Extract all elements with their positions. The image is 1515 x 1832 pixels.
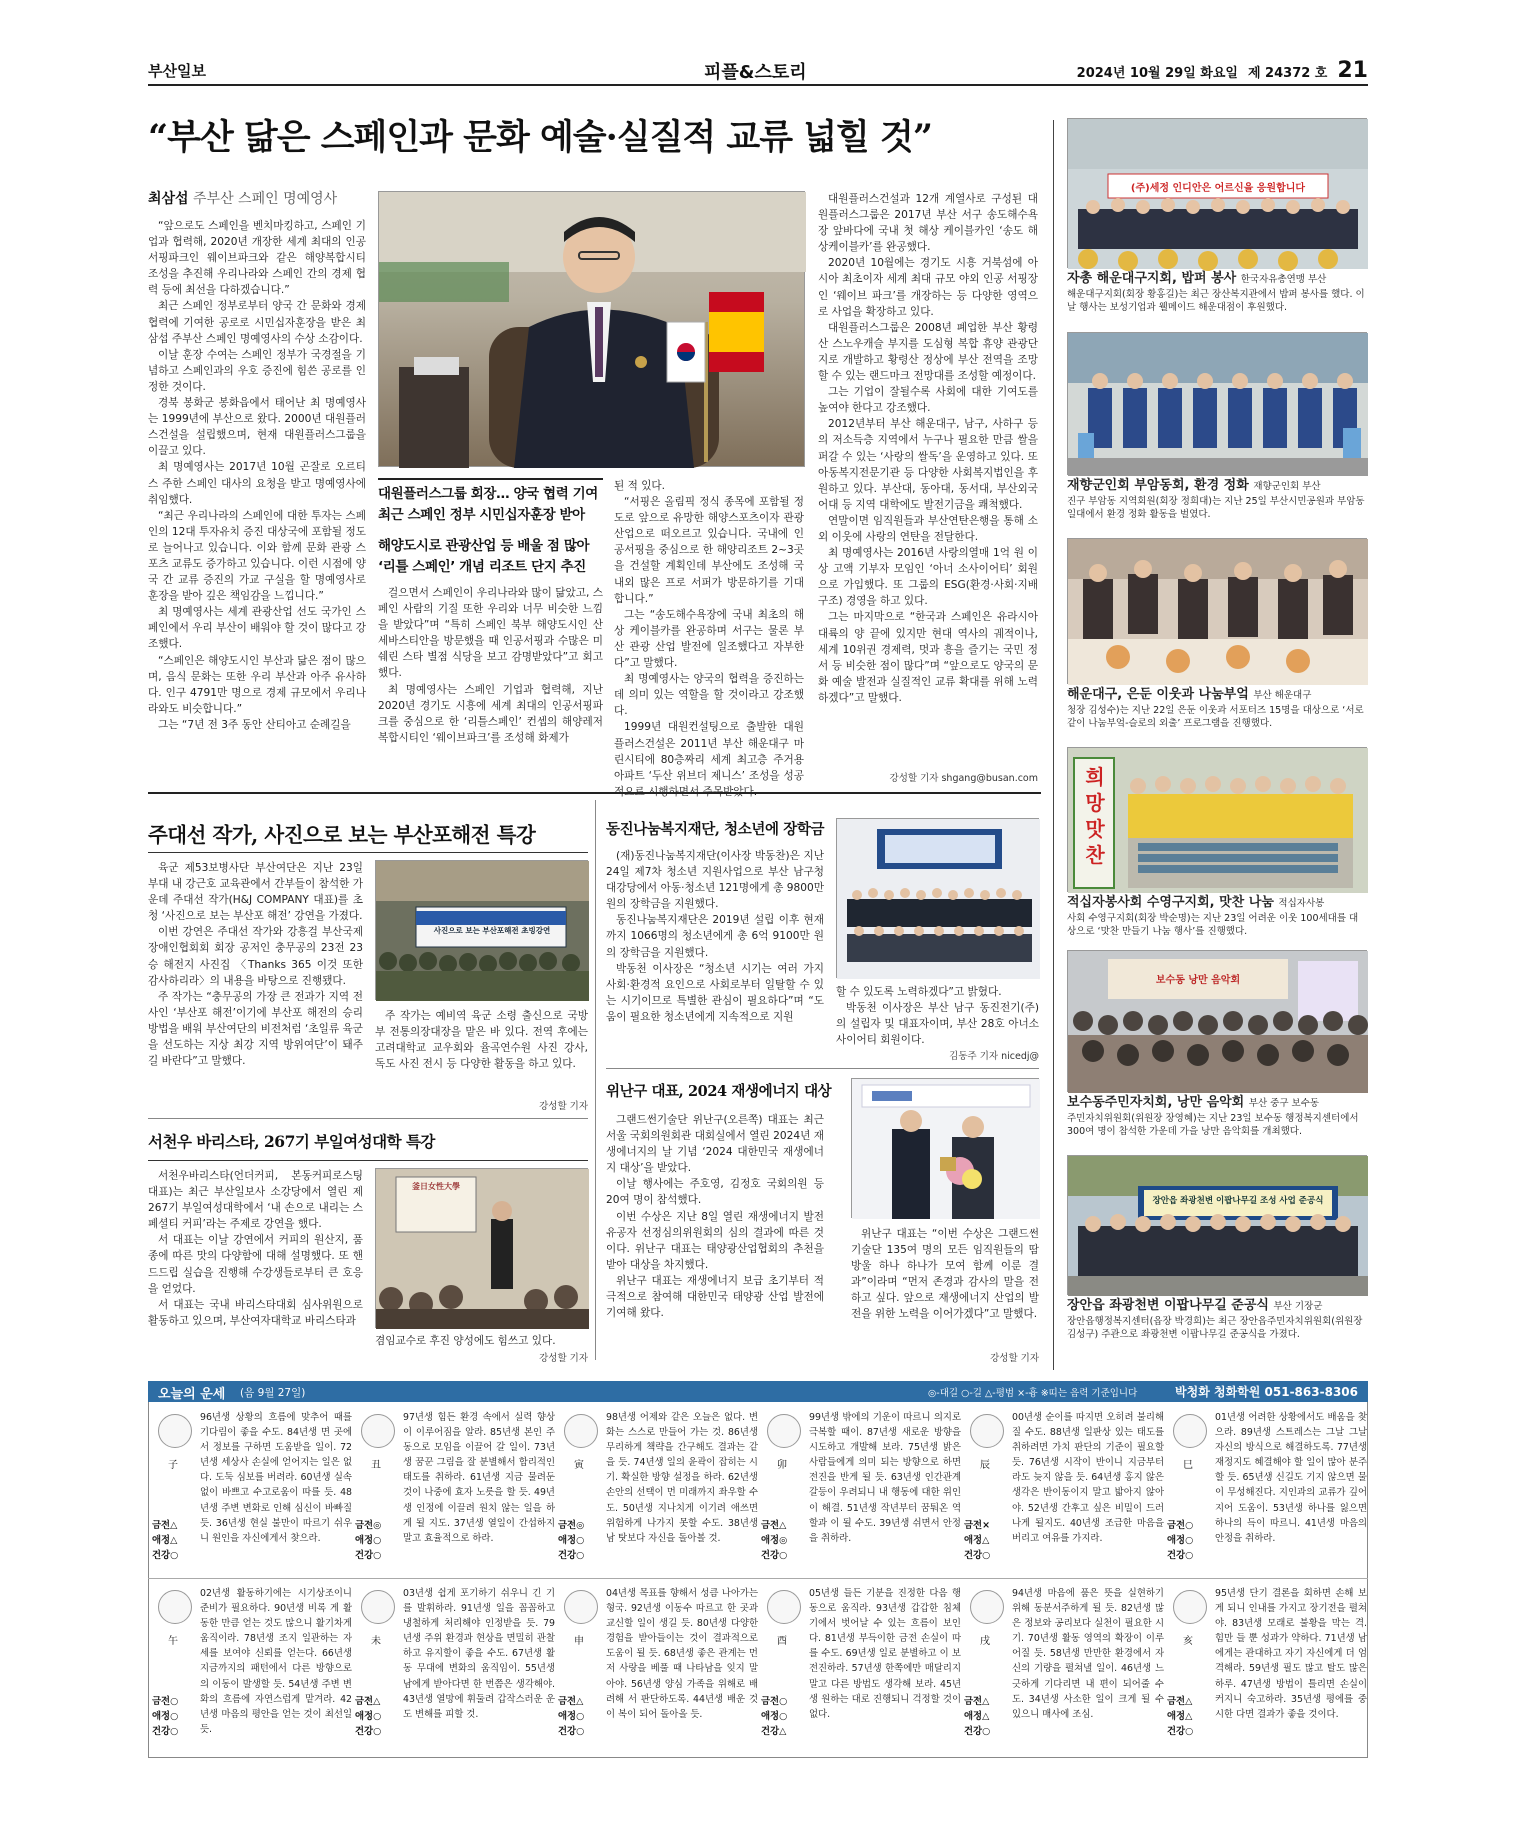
story-d-photo bbox=[851, 1078, 1039, 1218]
story-c-photo bbox=[375, 1168, 588, 1328]
sidebar-caption-4: 적십자봉사회 수영구지회, 맛찬 나눔 적십자사봉 사회 수영구지회(회장 박순명)는 지난 23일 어려운 이웃 100세대를 대상으로 ‘맛찬 만들기 나눔 행사’를 진행했다. bbox=[1067, 896, 1367, 946]
main-subheads: 대원플러스그룹 회장… 양국 협력 기여 최근 스페인 정부 시민십자훈장 받아 해양도시로 관광산업 등 배울 점 많아 ‘리틀 스페인’ 개념 리조트 단지 추진 bbox=[378, 478, 603, 578]
fortune-cell-monkey bbox=[558, 1586, 761, 1744]
story-c-byline: 강성할 기자 bbox=[539, 1353, 588, 1364]
story-d-headline: 위난구 대표, 2024 재생에너지 대상 bbox=[606, 1083, 832, 1100]
portrait-illustration bbox=[379, 192, 806, 468]
fortune-luck: 금전△ 애정○ 건강○ bbox=[558, 1696, 585, 1737]
fortune-luck: 금전△ 애정◎ 건강○ bbox=[761, 1520, 788, 1561]
fortune-row-divider bbox=[148, 1578, 1368, 1579]
story-a-byline: 강성할 기자 bbox=[539, 1101, 588, 1112]
fortune-contact: 박청화 청화학원 051-863-8306 bbox=[1175, 1385, 1358, 1399]
story-c-headline: 서천우 바리스타, 267기 부일여성대학 특강 bbox=[148, 1132, 435, 1151]
story-d-text-left: 그랜드썬기술단 위난구(오른쪽) 대표는 최근 서울 국회의원회관 대회실에서 열린 2024년 재생에너지의 날 기념 ‘2024 대한민국 재생에너지 대상’을 받았다. 이날 행사에는 주호영, 김정호 국회의원 등 20여 명이 참석했다. 이번 수상은 지난 8일 열린 재생에너지 발전 유공자 선정심의위원회의 심의 결과에 따른 것이다. 위난구 대표는 태양광산업협회의 추천을 받아 대상을 차지했다. 위난구 대표는 재생에너지 보급 초기부터 적극적으로 참여해 대한민국 태양광 산업 발전에 기여해 왔다. bbox=[606, 1114, 824, 1320]
story-a-photo bbox=[375, 860, 588, 1000]
story-a-headline: 주대선 작가, 사진으로 보는 부산포해전 특강 bbox=[148, 823, 536, 847]
fortune-luck: 금전△ 애정△ 건강○ bbox=[964, 1696, 991, 1737]
fortune-cell-dog bbox=[964, 1586, 1167, 1744]
story-b-text-left: (재)동진나눔복지재단(이사장 박동찬)은 지난 24일 제7차 청소년 지원사업으로 부산 남구청 대강당에서 아동·청소년 121명에게 총 9800만 원의 장학금을 지원했다. 동진나눔복지재단은 2019년 설립 이후 현재까지 1066명의 청소년에게 총 6억 9100만 원의 장학금을 지원했다. 박동천 이사장은 “청소년 시기는 여러 가지 사회·환경적 요인으로 사회로부터 일탈할 수 있는 시기이므로 특별한 관심이 필요하다”며 “도움이 필요한 청소년에게 지속적으로 지원 bbox=[606, 850, 824, 1023]
sidebar-caption-3: 해운대구, 은둔 이웃과 나눔부엌 부산 해운대구 청장 김성수)는 지난 22일 은둔 이웃과 서포터즈 15명을 대상으로 ‘서로같이 나눔부엌-슬로의 외출’ 프로그램을 진행했다. bbox=[1067, 688, 1367, 743]
volunteer-group-illustration bbox=[1068, 119, 1368, 269]
fortune-luck: 금전○ 애정○ 건강○ bbox=[152, 1696, 179, 1737]
fortune-legend: ◎-대길 ○-길 △-평범 ×-흉 ※띠는 음력 기준입니다 bbox=[928, 1388, 1138, 1399]
section-title: 피플&스토리 bbox=[704, 62, 807, 83]
fortune-date: (음 9월 27일) bbox=[240, 1387, 306, 1399]
fortune-luck: 금전◎ 애정○ 건강○ bbox=[355, 1520, 382, 1561]
column-divider bbox=[595, 800, 596, 1360]
ox-icon bbox=[361, 1414, 395, 1448]
sidebar-title-2: 재향군인회 부암동회, 환경 정화 재향군인회 부산 bbox=[1067, 478, 1321, 493]
fortune-luck: 금전△ 애정△ 건강○ bbox=[152, 1520, 179, 1561]
fortune-luck: 금전○ 애정○ 건강○ bbox=[1167, 1520, 1194, 1561]
story-d-text-right: 위난구 대표는 “이번 수상은 그랜드썬기술단 135여 명의 모든 임직원들의 땀방울 하나 하나가 모여 함께 이룬 결과”이라며 “먼저 존경과 감사의 말을 전하고 싶다. 앞으로 재생에너지 산업의 발전을 위한 노력을 이어가겠다”고 말했다. bbox=[851, 1228, 1039, 1321]
main-column-3: 된 적 있다. “서핑은 올림픽 정식 종목에 포함될 정도로 앞으로 유망한 해양스포츠이자 관광산업으로 떠오르고 있습니다. 국내에 인공서핑을 중심으로 한 해양리조트 2~3곳을 건설할 계획인데 부산에도 조성해 국내외 많은 프로 서퍼가 방문하기를 기대합니다.” 그는 “송도해수욕장에 국내 최초의 해상 케이블카를 완공하며 서구는 물론 부산 관광 산업 발전에 일조했다고 자부한다”고 말했다. 최 명예영사는 양국의 협력을 증진하는 데 의미 있는 역할을 할 것이라고 강조했다. 1999년 대원컨설팅으로 출발한 대원플러스건설은 2011년 부산 해운대구 마린시티에 80층짜리 세계 최고층 주거용 아파트 ‘두산 위브더 제니스’ 조성을 성공 bbox=[614, 480, 804, 782]
zodiac-sign: 寅 bbox=[574, 1460, 584, 1471]
zodiac-sign: 卯 bbox=[777, 1460, 787, 1471]
fortune-text: 00년생 순이를 따지면 오히려 불리해질 수도. 88년생 일판상 있는 태도를 취하려면 가치 판단의 기준이 필요할 듯. 76년생 시작이 반이니 지금부터라도 늦지 않을 듯. 64년생 홍지 않은 생각은 반이동이지 말고 밟아지 않아야. 52년생 간후고 싶은 비밀이 드러나게 될지도. 40년생 조급한 마음을 버리고 여유를 가지라. bbox=[1012, 1412, 1164, 1544]
horse-icon bbox=[158, 1590, 192, 1624]
section-divider bbox=[148, 792, 1041, 794]
fortune-text: 97년생 힘든 환경 속에서 실력 향상이 이루어짐을 알라. 85년생 본인 주동으로 모임을 이끌어 갈 일이. 73년생 꿈꾼 그림을 잘 분별해서 합리적인 태도를 취하라. 61년생 지금 물려둔 것이 나중에 효자 노릇을 할 듯. 49년생 인정에 이끌려 원치 않는 일을 하게 될 지도. 37년생 열일이 간섭하지 말고 효율적으로 하라. bbox=[403, 1412, 555, 1544]
story-b-byline: 김동주 기자 nicedj@ bbox=[949, 1051, 1039, 1062]
sidebar-caption-5: 보수동주민자치회, 낭만 음악회 부산 중구 보수동 주민자치위원회(위원장 장영혜)는 지난 23일 보수동 행정복지센터에서 300여 명이 참석한 가운데 가을 낭만 음악회를 개최했다. bbox=[1067, 1096, 1367, 1151]
sidebar-photo-1 bbox=[1067, 118, 1367, 268]
fortune-luck: 금전△ 애정○ 건강○ bbox=[355, 1696, 382, 1737]
snake-icon bbox=[1173, 1414, 1207, 1448]
rabbit-icon bbox=[767, 1414, 801, 1448]
zodiac-sign: 午 bbox=[168, 1636, 178, 1647]
story-d-top-rule bbox=[606, 1068, 1039, 1069]
fortune-luck: 금전○ 애정○ 건강△ bbox=[761, 1696, 788, 1737]
fortune-text: 94년생 마음에 품은 뜻을 실현하기 위해 동분서주하게 될 듯. 82년생 많은 정보와 공리보다 실천이 필요한 시기. 70년생 활동 영역의 확장이 이루어질 듯. 58년생 만만한 환경에서 자신의 기량을 펼쳐낼 일이. 46년생 느긋하게 기다리면 내 편이 되어줄 수도. 34년생 사소한 일이 크게 될 수 있으니 매사에 조심. bbox=[1012, 1588, 1164, 1720]
fortune-text: 05년생 들든 기분을 진정한 다음 행동으로 움직라. 93년생 갑갑한 침체기에서 벗어날 수 있는 흐름이 보인다. 81년생 부득이한 금전 손실이 따를 수도. 69년생 일로 분별하고 이 보 전진하라. 57년생 한쪽에만 매달리지 말고 다른 방법도 생각해 보라. 45년생 원하는 대로 진행되니 걱정할 것이 없다. bbox=[809, 1588, 961, 1720]
tiger-icon bbox=[564, 1414, 598, 1448]
coffee-lecture-illustration bbox=[376, 1169, 589, 1329]
sidebar-caption-1: 자총 해운대구지회, 밥퍼 봉사 한국자유총연맹 부산 해운대구지회(회장 황홍길)는 최근 장산복지관에서 밥퍼 봉사를 했다. 이날 행사는 보성기업과 웰메이드 해운대점이 후원했다. bbox=[1067, 272, 1367, 327]
fortune-cell-ox bbox=[355, 1410, 558, 1568]
zodiac-sign: 丑 bbox=[371, 1460, 381, 1471]
rooster-icon bbox=[767, 1590, 801, 1624]
sidebar-photo-6 bbox=[1067, 1155, 1367, 1295]
zodiac-sign: 戌 bbox=[980, 1636, 990, 1647]
fortune-cell-pig bbox=[1167, 1586, 1370, 1744]
fortune-luck: 금전× 애정△ 건강○ bbox=[964, 1520, 991, 1561]
fortune-cell-tiger bbox=[558, 1410, 761, 1568]
sidebar-photo-3 bbox=[1067, 538, 1367, 684]
fortune-cell-rabbit bbox=[761, 1410, 964, 1568]
sidebar-photo-2 bbox=[1067, 332, 1367, 475]
fortune-text: 96년생 상황의 흐름에 맞추어 때를 기다림이 좋을 수도. 84년생 면 곳에서 정보를 구하면 도움받을 일이. 72년생 세상사 손실에 얻어지는 일은 없다. 도둑 심보를 버려라. 60년생 실속 없이 바쁘고 수고로움이 따를 듯. 48년생 주변 변화로 인해 심신이 바빠질 듯. 36년생 현실 불만이 따르기 쉬우니 원인을 자신에게서 찾으라. bbox=[200, 1412, 352, 1544]
zodiac-sign: 巳 bbox=[1183, 1460, 1193, 1471]
story-c-rule bbox=[148, 1160, 588, 1161]
story-a-banner: 사진으로 보는 부산포해전 초빙강연 bbox=[433, 926, 551, 935]
sidebar-banner-5: 보수동 낭만 음악회 bbox=[1155, 975, 1241, 986]
issue-date: 2024년 10월 29일 화요일 bbox=[1076, 66, 1238, 81]
fortune-title: 오늘의 운세 bbox=[158, 1387, 226, 1402]
main-column-2: 걸으면서 스페인이 우리나라와 많이 닮았고, 스페인 사람의 기질 또한 우리와 너무 비슷한 느낌을 받았다”며 “특히 스페인 북부 해양도시인 산세바스티안을 방문했을 때 인공서핑과 수많은 미쉐린 스타 별점 식당을 보고 감명받았다”고 회고했다. 최 명예영사는 스페인 기업과 협력해, 지난 2020년 경기도 시흥에 세계 최대의 인공서핑파크를 중심으로 한 ‘리틀스페인’ 컨셉의 해양레저복합시티인 ‘웨이브파크’를 조성해 화제가 bbox=[378, 587, 603, 744]
sheep-icon bbox=[361, 1590, 395, 1624]
monkey-icon bbox=[564, 1590, 598, 1624]
story-a-rule bbox=[148, 852, 588, 853]
story-c-text-right: 겸임교수로 후진 양성에도 힘쓰고 있다. bbox=[375, 1335, 556, 1347]
fortune-luck: 금전△ 애정△ 건강○ bbox=[1167, 1696, 1194, 1737]
main-column-4: 대원플러스건설과 12개 계열사로 구성된 대원플러스그룹은 2017년 부산 서구 송도해수욕장 앞바다에 국내 첫 해상 케이블카인 ‘송도 해상케이블카’를 완공했다. 2020년 10월에는 경기도 시흥 거북섬에 아시아 최초이자 세계 최대 규모 야외 인공 서핑장인 ‘웨이브 파크’를 개장하는 등 다양한 영역으로 사업을 확장하고 있다. 대원플러스그룹은 2008년 폐업한 부산 황령산 스노우캐슬 부지를 도심형 복합 휴양 관광단지로 개발하고 황령산 정상에 부산 전역을 조망할 수 있는 랜드마크 전망대를 조성할 예정이다. 그는 기업이 잘될수록 사회에 대한 기여도를 높여야 한다고 강조했다. 2012년부터 부산 해운대구, 남구, 사하구 등의 저소득층 지역에서 누구나 필요한 만큼 쌀을 퍼갈 수 있는 ‘사랑의 쌀독’을 운영하고 있다. 또 아동복지전문기관 등 다양한 사회복지법인을 후원하고 있다. 부산대, 동아대, 동서대, 부산외국어대 등 지역 대학에도 발전기금을 쾌척했다. 연말이면 임직원들과 부산연탄은행을 통해 소외 이웃에 사랑의 연탄을 전달한다. 최 명예영사는 2016년 사랑의열매 1억 원 이상 고액 기부자 모임인 ‘아너 소사이어티’ 회원으로 가입했다. 또 그룹의 ESG(환경·사회·지배구조) 경영을 하고 있다. 그는 마지막으로 “한국과 스페인은 유라시아 대륙의 양 끝에 있지만 현대 역사의 궤적이나, 세계 10위권 경제력, 멋과 흥을 즐기는 국민 정서 등 비슷한 점이 많다”며 “앞으로도 양국의 문화 예술 발전과 실질적인 교류 확대를 위해 노력하겠다”고 말했다. bbox=[818, 193, 1038, 704]
story-a-text-right: 주 작가는 예비역 육군 소령 출신으로 국방부 전통의장대장을 맡은 바 있다. 전역 후에는 고려대학교 교우회와 율곡연수원 사진 강사, 독도 사진 전시 등 다양한 활동을 하고 있다. bbox=[375, 1010, 588, 1071]
fortune-text: 99년생 밖에의 기운이 따르니 의지로 극복할 때이. 87년생 새로운 방향을 시도하고 개발해 보라. 75년생 밝은 사람들에게 의미 되는 방향으로 하면 전진을 반게 될 듯. 63년생 인간관계 갈등이 우려되니 내 행동에 대한 위인이 해결. 51년생 작년부터 꿈퉈온 역할과 이 될 수도. 39년생 쉬면서 안정을 취하라. bbox=[809, 1412, 961, 1544]
fortune-text: 98년생 어제와 같은 오늘은 없다. 변화는 스스로 만들어 가는 것. 86년생 무리하게 책략을 간구해도 결과는 같을 듯. 74년생 일의 윤곽이 잡히는 시기. 확실한 방향 설정을 하라. 62년생 손안의 선택이 먼 미래까지 좌우할 수도. 50년생 지나치게 이기려 애쓰면 위험하게 나가지 못할 수도. 38년생 남 탓보다 자신을 돌아볼 것. bbox=[606, 1412, 758, 1544]
zodiac-sign: 未 bbox=[371, 1636, 381, 1647]
main-author bbox=[148, 188, 337, 208]
sidebar-photo-5 bbox=[1067, 950, 1367, 1092]
dog-icon bbox=[970, 1590, 1004, 1624]
fortune-cell-snake bbox=[1167, 1410, 1370, 1568]
sidebar-title-1: 자총 해운대구지회, 밥퍼 봉사 한국자유총연맹 부산 bbox=[1067, 271, 1327, 286]
fortune-text: 04년생 목표를 향해서 성큼 나아가는 형국. 92년생 이동수 따르고 한 곳과 교신할 일이 생길 듯. 80년생 다양한 경험을 받아들이는 것이 결과적으로 도움이 될 듯. 68년생 좋은 관계는 먼저 사랑을 베풀 때 나타남을 잊지 말아야. 56년생 양심 가족을 위해로 배려해 서 판단하도록. 44년생 배운 것이 복이 되어 돌아올 듯. bbox=[606, 1588, 758, 1720]
rat-icon bbox=[158, 1414, 192, 1448]
main-headline: “부산 닮은 스페인과 문화 예술·실질적 교류 넓힐 것” bbox=[148, 117, 932, 158]
story-b-photo bbox=[836, 818, 1039, 978]
food-sharing-illustration bbox=[1068, 748, 1368, 893]
sidebar-banner-4: 희망 맛찬 bbox=[1085, 765, 1105, 867]
fortune-header bbox=[148, 1381, 1368, 1402]
zodiac-sign: 辰 bbox=[980, 1460, 990, 1471]
sidebar-banner-1: (주)세정 인디안은 어르신을 응원합니다 bbox=[1130, 183, 1306, 194]
sidebar-caption-2: 재향군인회 부암동회, 환경 정화 재향군인회 부산 진구 부암동 지역회원(회장 정희대)는 지난 25일 부산시민공원과 부암동 일대에서 환경 정화 활동을 벌였다. bbox=[1067, 479, 1367, 534]
fortune-cell-dragon bbox=[964, 1410, 1167, 1568]
award-ceremony-illustration bbox=[852, 1079, 1040, 1219]
page-number: 21 bbox=[1337, 58, 1368, 83]
story-c-text-left: 서천우바리스타(언더커피, 본동커피로스팅 대표)는 최근 부산일보사 소강당에서 열린 제267기 부일여성대학에서 ‘내 손으로 내리는 스페셜티 커피’라는 주제로 강연을 했다. 서 대표는 이날 강연에서 커피의 원산지, 품종에 따른 맛의 다양함에 대해 설명했다. 또 핸드드립 실습을 진행해 수강생들로부터 큰 호응을 얻었다. 서 대표는 국내 바리스타대회 심사위원으로 활동하고 있으며, 부산여자대학교 바리스타과 bbox=[148, 1170, 363, 1327]
cleanup-group-illustration bbox=[1068, 333, 1368, 476]
sidebar-divider bbox=[1053, 120, 1054, 1370]
sidebar-title-6: 장안읍 좌광천변 이팝나무길 준공식 부산 기장군 bbox=[1067, 1298, 1323, 1313]
newspaper-name: 부산일보 bbox=[148, 62, 206, 80]
fortune-luck: 금전◎ 애정○ 건강○ bbox=[558, 1520, 585, 1561]
fortune-cell-horse bbox=[152, 1586, 355, 1744]
sidebar-title-4: 적십자봉사회 수영구지회, 맛찬 나눔 적십자사봉 bbox=[1067, 895, 1325, 910]
fortune-cell-rooster bbox=[761, 1586, 964, 1744]
story-b-headline: 동진나눔복지재단, 청소년에 장학금 bbox=[606, 821, 825, 838]
story-c-banner: 釜日女性大學 bbox=[412, 1182, 460, 1191]
sidebar-banner-6: 장안읍 좌광천변 이팝나무길 조성 사업 준공식 bbox=[1152, 1196, 1324, 1206]
story-c-top-rule bbox=[148, 1118, 588, 1119]
zodiac-sign: 亥 bbox=[1183, 1636, 1193, 1647]
fortune-cell-sheep bbox=[355, 1586, 558, 1744]
story-a-text-left: 육군 제53보병사단 부산여단은 지난 23일 부대 내 강근호 교육관에서 간부들이 참석한 가운데 주대선 작가(H&J COMPANY 대표)를 초청 ‘사진으로 보는 부산포 해전’ 강연을 가졌다. 이번 강연은 주대선 작가와 강흥걸 부산국제장애인협회회 회장 공저인 충무공의 23전 23승 해전지 사진집 〈Thanks 365 이것 또한 감사하리라〉의 내용을 바탕으로 진행됐다. 주 작가는 “충무공의 가장 큰 전과가 지역 전사인 ‘부산포 해전’이기에 부산포 해전의 승리 방법을 배워 부산여단의 비전처럼 ‘초일류 육군을 선도하는 지상 최강 지역 방위여단’이 돼주길 바란다”고 말했다. bbox=[148, 862, 363, 1068]
sidebar-caption-6: 장안읍 좌광천변 이팝나무길 준공식 부산 기장군 장안읍행정복지센터(읍장 박경희)는 최근 장안읍주민자치위원회(위원장 김성구) 주관으로 좌광천변 이팝나무길 준공식을 가졌다. bbox=[1067, 1299, 1367, 1354]
author-name: 최삼섭 bbox=[148, 191, 189, 207]
dragon-icon bbox=[970, 1414, 1004, 1448]
issue-info bbox=[1077, 58, 1368, 83]
main-photo bbox=[378, 191, 805, 467]
fortune-cell-rat bbox=[152, 1410, 355, 1568]
zodiac-sign: 申 bbox=[574, 1636, 584, 1647]
main-byline: 강성할 기자 shgang@busan.com bbox=[889, 773, 1038, 784]
main-column-1: “앞으로도 스페인을 벤치마킹하고, 스페인 기업과 협력해, 2020년 개장한 세계 최대의 인공서핑파크인 웨이브파크와 같은 해양복합시티 조성을 추진해 우리나라와 스페인 간의 경제 협력 등에 최선을 다하겠습니다.” 최근 스페인 정부로부터 양국 간 문화와 경제 협력에 기여한 공로로 시민십자훈장을 받은 최삼섭 주부산 스페인 명예영사의 수상 소감이다. 이날 훈장 수여는 스페인 정부가 국경절을 기념하고 스페인과의 우호 증진에 힘쓴 공로를 인정한 것이다. 경북 봉화군 봉화읍에서 태어난 최 명예영사는 1999년에 부산으로 왔다. 2000년 대원플러스건설을 설립했으며, 현재 대원플러스그룹을 이끌고 있다. 최 명예영사는 2017년 10월 곤잘로 오르티스 주한 스페인 대사의 요청을 받고 명예영사에 취임했다. “최근 우리나라의 스페인에 대한 투자는 스페인의 12대 투자유치 증진 대상국에 포함될 정도로 늘어나고 있습니다. 이와 함께 문화 관광 스포츠 교류도 증가하고 있습니다. 이런 시점에 양국 간 교류 증진의 가교 구실을 할 명예영사로 훈장을 받아 깊은 책임감을 느낍니다.” 최 명예영사는 세계 관광산업 선도 국가인 스페인에서 우리 부산이 배워야 할 것이 많다고 강조했다. “스페인은 해양도시인 부산과 닮은 점이 많으며, 음식 문화는 또한 우리 부산과 아주 유사하다. 인구 4791만 명으로 경제 규모에서 우리나라와도 비슷합니다.” 그는 “7년 전 3주 동안 산티아고 순례길을 bbox=[148, 220, 367, 731]
tree-road-ceremony-illustration bbox=[1068, 1156, 1368, 1296]
fortune-text: 02년생 활동하기에는 시기상조이니 준비가 필요하다. 90년생 비록 게 활동한 만큼 얻는 것도 많으니 활기차게 움직이라. 78년생 조지 일관하는 자세를 보여야 신뢰를 얻는다. 66년생 지금까지의 패턴에서 다른 방향으로의 이동이 발생할 듯. 54년생 주변 변화의 흐름에 자연스럽게 맡겨라. 42년생 마음의 평안을 얻는 것이 최선일 듯. bbox=[200, 1588, 352, 1735]
page-header bbox=[148, 58, 1368, 86]
sidebar-title-5: 보수동주민자치회, 낭만 음악회 부산 중구 보수동 bbox=[1067, 1095, 1320, 1110]
pig-icon bbox=[1173, 1590, 1207, 1624]
sidebar-title-3: 해운대구, 은둔 이웃과 나눔부엌 부산 해운대구 bbox=[1067, 687, 1312, 702]
story-d-byline: 강성할 기자 bbox=[990, 1353, 1039, 1364]
author-role: 주부산 스페인 명예영사 bbox=[193, 191, 338, 207]
fortune-text: 03년생 쉽게 포기하기 쉬우니 긴 기를 발휘하라. 91년생 일을 꼼꼼하고 냉철하게 처리해야 인정받을 듯. 79년생 주위 환경과 현상을 면밀히 관찰하고 유지할이 좋을 수도. 67년생 활동 무대에 변화의 움직임이. 55년생 남에게 받아다면 한 번쯤은 생각해야. 43년생 열망에 휘둘려 갑작스러운 운도 변해를 피할 것. bbox=[403, 1588, 555, 1720]
zodiac-sign: 酉 bbox=[777, 1636, 787, 1647]
fortune-text: 95년생 단기 결론을 회하면 손해 보게 되니 인내를 가지고 장기전을 펼쳐야. 83년생 모래로 불황을 막는 격. 힘만 들 뿐 성과가 약하다. 71년생 남에게는 관대하고 자기 자신에게 더 엄격해라. 59년생 필도 많고 탈도 많은 하루. 47년생 방법이 틀리면 손실이 커지니 숙고하라. 35년생 평에를 중시한 다면 결과가 좋을 것이다. bbox=[1215, 1588, 1367, 1720]
story-b-text-right: 할 수 있도록 노력하겠다”고 밝혔다. 박동천 이사장은 부산 남구 동진전기(주)의 설립자 및 대표자이며, 부산 28호 아너소사이어티 회원이다. bbox=[836, 986, 1039, 1047]
zodiac-sign: 子 bbox=[168, 1460, 178, 1471]
scholarship-group-illustration bbox=[837, 819, 1040, 979]
issue-number: 제 24372 호 bbox=[1247, 66, 1328, 81]
kitchen-cooking-illustration bbox=[1068, 539, 1368, 685]
sidebar-photo-4 bbox=[1067, 747, 1367, 892]
fortune-text: 01년생 어려한 상황에서도 배움을 찾으라. 89년생 스트레스는 그날 그날 자신의 방식으로 해결하도록. 77년생 재정지도 혜결해야 할 일이 많아 분주할 듯. 65년생 신길도 기지 않으면 물이 무성해진다. 지인과의 교류가 깊어지어 도움이. 53년생 하나를 잃으면 하나의 득이 따르니. 41년생 마음의 안정을 취하라. bbox=[1215, 1412, 1367, 1544]
